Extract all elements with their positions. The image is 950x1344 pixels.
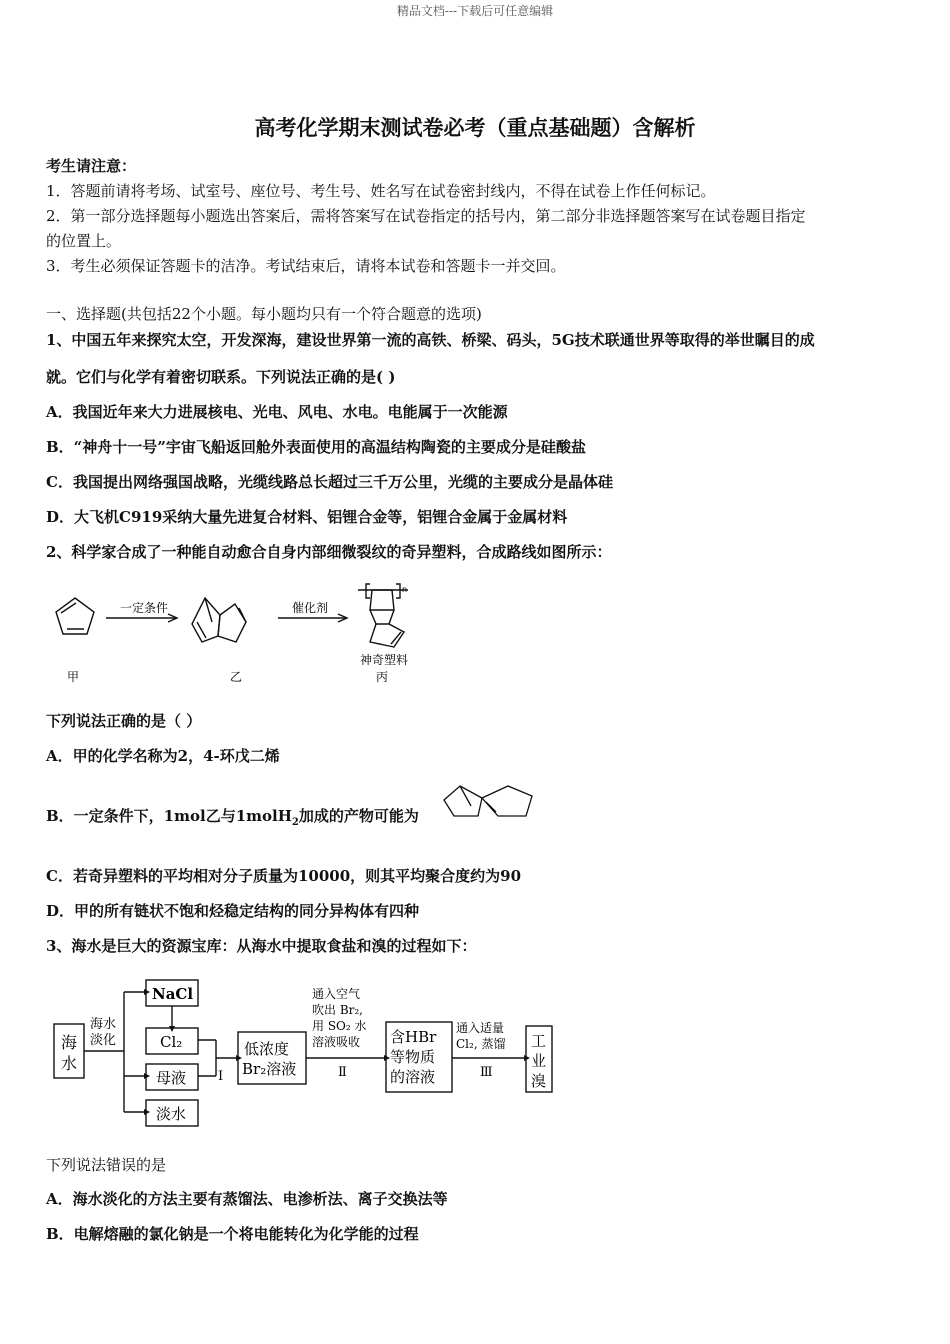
q2-reaction-scheme	[40, 570, 440, 690]
nacl-box-label: NaCl	[152, 985, 194, 1003]
jia-label: 甲	[67, 670, 80, 684]
bing-label: 丙	[376, 670, 389, 684]
polymer-n-label: n	[402, 585, 408, 594]
notice-heading: 考生请注意：	[46, 157, 137, 175]
hbr-solution-label-2: 等物质	[390, 1048, 436, 1066]
q2-stem: 2、科学家合成了一种能自动愈合自身内部细微裂纹的奇异塑料，合成路线如图所示：	[46, 543, 612, 561]
yi-label: 乙	[230, 670, 243, 684]
q2-option-a: A．甲的化学名称为2，4-环戊二烯	[46, 747, 280, 765]
notice-item-3: 3．考生必须保证答题卡的洁净。考试结束后，请将本试卷和答题卡一并交回。	[46, 257, 566, 275]
low-bromine-label-1: 低浓度	[244, 1040, 290, 1058]
seawater-label-1: 海	[61, 1033, 78, 1052]
notice-item-2-cont: 的位置上。	[46, 232, 122, 250]
cyclopentadiene-structure	[56, 598, 94, 634]
step-3-label: Ⅲ	[480, 1065, 493, 1080]
industrial-bromine-label-1: 工	[531, 1032, 547, 1050]
q1-option-b: B．“神舟十一号”宇宙飞船返回舱外表面使用的高温结构陶瓷的主要成分是硅酸盐	[46, 438, 586, 456]
air-blowing-label-4: 溶液吸收	[312, 1035, 361, 1049]
q3-option-b: B．电解熔融的氯化钠是一个将电能转化为化学能的过程	[46, 1225, 419, 1243]
cl2-box-label: Cl₂	[160, 1033, 183, 1051]
notice-item-1: 1．答题前请将考场、试室号、座位号、考生号、姓名写在试卷密封线内，不得在试卷上作任何标记。	[46, 182, 716, 200]
q3-prompt: 下列说法错误的是	[46, 1156, 167, 1174]
step-1-label: Ⅰ	[218, 1069, 224, 1084]
q1-option-a: A．我国近年来大力进展核电、光电、风电、水电。电能属于一次能源	[46, 403, 508, 421]
q1-stem-cont: 就。它们与化学有着密切联系。下列说法正确的是( )	[46, 368, 396, 386]
magic-plastic-label: 神奇塑料	[360, 653, 409, 667]
q1-option-c: C．我国提出网络强国战略，光缆线路总长超过三千万公里，光缆的主要成分是晶体硅	[46, 473, 613, 491]
q1-stem: 1、中国五年来探究太空，开发深海，建设世界第一流的高铁、桥梁、码头，5G技术联通世界等取得的举世瞩目的成	[46, 331, 815, 349]
air-blowing-label-1: 通入空气	[312, 987, 361, 1001]
desalination-label-2: 淡化	[90, 1033, 117, 1048]
q2-option-b-text-2: 加成的产物可能为	[298, 807, 419, 825]
catalyst-label: 催化剂	[292, 601, 329, 615]
mother-liquor-label: 母液	[156, 1069, 187, 1087]
page-title: 高考化学期末测试卷必考（重点基础题）含解析	[254, 115, 696, 140]
notice-item-2: 2．第一部分选择题每小题选出答案后，需将答案写在试卷指定的括号内，第二部分非选择题答案写在试卷题目指定	[46, 207, 806, 225]
polymer-structure	[358, 584, 408, 647]
q1-option-d: D．大飞机C919采纳大量先进复合材料、铝锂合金等，铝锂合金属于金属材料	[46, 508, 568, 526]
chlorine-distill-label-1: 通入适量	[456, 1021, 505, 1035]
q2-option-b	[46, 805, 419, 828]
q2-option-d: D．甲的所有链状不饱和烃稳定结构的同分异构体有四种	[46, 902, 420, 920]
step-2-label: Ⅱ	[338, 1065, 347, 1080]
q2-option-b-structure	[438, 778, 540, 826]
condition-1-label: 一定条件	[120, 601, 169, 615]
hbr-solution-label-3: 的溶液	[390, 1068, 436, 1086]
q2-option-b-text: B．一定条件下，1mol乙与1molH	[46, 807, 292, 825]
section-heading: 一、选择题(共包括22个小题。每小题均只有一个符合题意的选项)	[46, 305, 482, 323]
industrial-bromine-label-2: 业	[531, 1052, 547, 1070]
q2-option-c: C．若奇异塑料的平均相对分子质量为10000，则其平均聚合度约为90	[46, 867, 522, 885]
air-blowing-label-3: 用 SO₂ 水	[312, 1019, 367, 1033]
hbr-solution-label-1: 含HBr	[390, 1028, 437, 1046]
chlorine-distill-label-2: Cl₂, 蒸馏	[456, 1037, 506, 1051]
seawater-label-2: 水	[61, 1054, 78, 1073]
low-bromine-label-2: Br₂溶液	[242, 1060, 297, 1078]
q2-option-b-subscript: 2	[291, 817, 299, 828]
industrial-bromine-label-3: 溴	[531, 1072, 547, 1090]
air-blowing-label-2: 吹出 Br₂,	[312, 1003, 363, 1017]
fresh-water-label: 淡水	[156, 1105, 187, 1123]
q2-prompt: 下列说法正确的是（ ）	[46, 712, 202, 730]
desalination-label-1: 海水	[90, 1017, 117, 1032]
page-header: 精品文档---下载后可任意编辑	[396, 4, 554, 18]
q3-stem: 3、海水是巨大的资源宝库：从海水中提取食盐和溴的过程如下：	[46, 937, 477, 955]
q3-flow-chart	[40, 972, 560, 1132]
dicyclopentadiene-structure	[192, 598, 246, 642]
q3-option-a: A．海水淡化的方法主要有蒸馏法、电渗析法、离子交换法等	[46, 1190, 448, 1208]
